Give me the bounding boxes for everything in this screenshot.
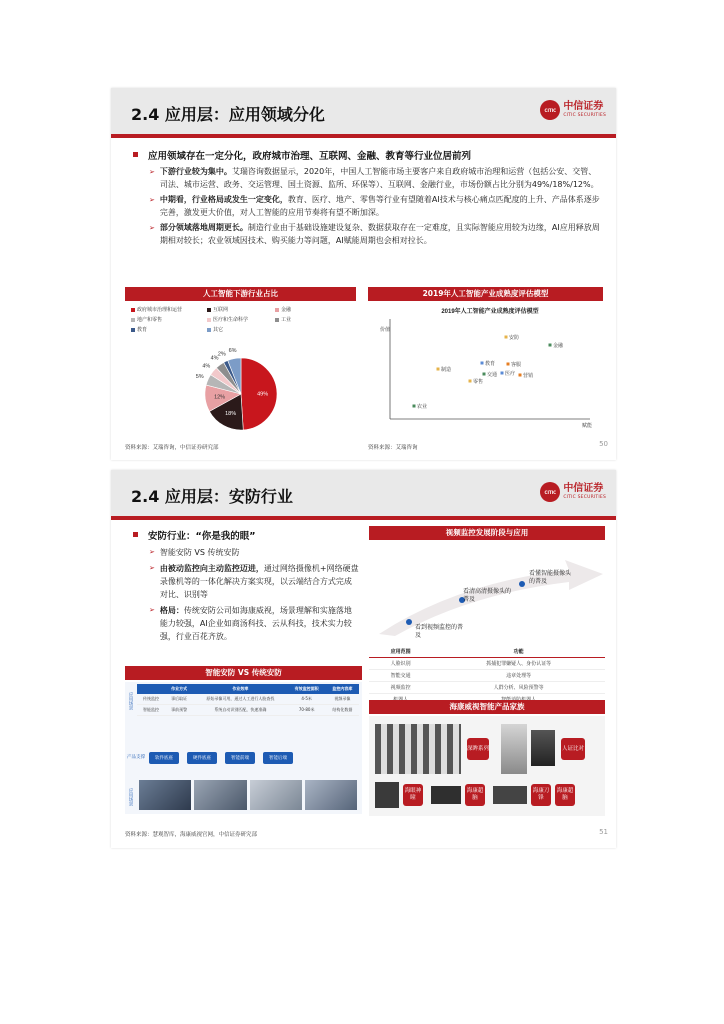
sub-point-text: 传统安防公司如海康威视，场景理解和实施落地能力较强，AI企业如商汤科技、云从科技，技术实力较强，行业百花齐放。 bbox=[159, 606, 352, 641]
cell: 结构化数据 bbox=[326, 705, 359, 716]
header-cell: 有效监控面积 bbox=[288, 684, 326, 694]
legend-label: 政府城市治理和运营 bbox=[137, 307, 183, 313]
sub-point-bold: 中期看，行业格局或发生一定变化， bbox=[159, 195, 288, 204]
page-number: 51 bbox=[599, 828, 608, 836]
cell: 70-80米 bbox=[288, 705, 326, 716]
scatter-point bbox=[507, 363, 510, 366]
citic-logo bbox=[540, 100, 606, 120]
kiosk-product-image bbox=[501, 724, 527, 774]
pie-data-label: 18% bbox=[225, 410, 237, 417]
pie-chart bbox=[181, 340, 301, 440]
nvr-product-image bbox=[431, 786, 461, 804]
header-cell: 作业效率 bbox=[193, 684, 287, 694]
main-bullet bbox=[133, 528, 363, 542]
legend-item bbox=[275, 316, 291, 323]
cell: 原始录像可用，通过人工进行人脸查找 bbox=[193, 694, 287, 705]
pie-panel-title: 人工智能下游行业占比 bbox=[125, 287, 356, 301]
legend-item bbox=[207, 326, 223, 333]
header-cell: 功能 bbox=[432, 646, 605, 658]
family-label: 人证比对 bbox=[561, 738, 585, 760]
sub-point-bold: 格局： bbox=[159, 606, 184, 615]
slide-header bbox=[111, 470, 616, 520]
scatter-point bbox=[505, 336, 508, 339]
scatter-point bbox=[483, 373, 486, 376]
application-table bbox=[369, 646, 605, 706]
product-chip: 硬件底座 bbox=[187, 752, 217, 764]
legend-label: 其它 bbox=[213, 327, 224, 333]
logo-name-cn: 中信证券 bbox=[563, 482, 604, 494]
source-note: 资料来源：艾瑞咨询，中信证券研究部 bbox=[125, 445, 219, 451]
server-product-image bbox=[375, 782, 399, 808]
stage-panel-title: 视频监控发展阶段与应用 bbox=[369, 526, 605, 540]
sub-point-bold: 下游行业较为集中。 bbox=[159, 167, 232, 176]
legend-label: 地产和零售 bbox=[137, 317, 163, 323]
cell: 视频录像 bbox=[326, 694, 359, 705]
main-bullet-text: 安防行业：“你是我的眼” bbox=[148, 531, 256, 542]
legend-label: 金融 bbox=[281, 307, 292, 313]
table-row bbox=[369, 658, 605, 670]
family-label: 海眼神瞳 bbox=[403, 784, 423, 806]
point-label: 交通 bbox=[487, 372, 498, 378]
family-label: 海康超脑 bbox=[465, 784, 485, 806]
y-axis-label: 价值 bbox=[380, 327, 391, 333]
main-bullet-text: 应用领域存在一定分化，政府城市治理、互联网、金融、教育等行业位居前列 bbox=[148, 151, 472, 162]
logo-name-cn: 中信证券 bbox=[563, 100, 604, 112]
cell: 抓捕犯罪嫌疑人、身份认证等 bbox=[432, 658, 605, 670]
compare-diagram bbox=[125, 682, 362, 814]
header-cell: 作业方式 bbox=[165, 684, 193, 694]
legend-label: 医疗和生命科学 bbox=[213, 317, 249, 323]
point-label: 零售 bbox=[473, 379, 484, 385]
stage-label: 看清高清摄像头的普及 bbox=[463, 588, 512, 603]
arrow-bullet-icon: ➢ bbox=[149, 606, 155, 614]
header-cell: 监控内容库 bbox=[326, 684, 359, 694]
scatter-point bbox=[413, 405, 416, 408]
sub-point bbox=[149, 604, 359, 643]
sub-point bbox=[149, 222, 604, 247]
x-axis-label: 赋能 bbox=[582, 423, 593, 429]
pie-data-label: 49% bbox=[257, 391, 269, 398]
product-row bbox=[149, 752, 293, 764]
sub-point-text: 通过网络摄像机+网络硬盘录像机等的一体化解决方案实现，以云端结合方式完成对比、识别等 bbox=[159, 564, 359, 599]
cell: 系统自动识别匹配，快速准确 bbox=[193, 705, 287, 716]
sub-point-list bbox=[149, 546, 359, 646]
legend-item bbox=[131, 316, 162, 323]
cell: 人群分析、风险预警等 bbox=[432, 682, 605, 694]
family-label: 海康刀锋 bbox=[531, 784, 551, 806]
point-label: 营销 bbox=[523, 373, 534, 379]
sub-point bbox=[149, 562, 359, 601]
cell: 违章处理等 bbox=[432, 670, 605, 682]
point-label: 金融 bbox=[553, 343, 564, 349]
scatter-point bbox=[437, 368, 440, 371]
terminal-product-image bbox=[531, 730, 555, 766]
scatter-point bbox=[519, 374, 522, 377]
main-bullet bbox=[133, 148, 603, 162]
header-cell: 应用范围 bbox=[369, 646, 432, 658]
stage-label: 看到视频监控的普及 bbox=[415, 624, 464, 639]
point-label: 制造 bbox=[441, 367, 452, 373]
scene-photo bbox=[305, 780, 357, 810]
legend-item bbox=[131, 326, 147, 333]
scene-photo bbox=[139, 780, 191, 810]
arrow-bullet-icon: ➢ bbox=[149, 168, 155, 176]
pie-data-label: 6% bbox=[228, 347, 237, 354]
stage-dot bbox=[406, 619, 412, 625]
stage-label: 看懂智能摄像头的普及 bbox=[529, 570, 572, 585]
legend-label: 互联网 bbox=[213, 307, 229, 313]
pie-data-label: 4% bbox=[210, 355, 219, 362]
source-note: 资料来源：慧观智库，海康威视官网，中信证券研究部 bbox=[125, 832, 258, 838]
table-row bbox=[137, 705, 359, 716]
pie-data-label: 12% bbox=[214, 394, 226, 401]
legend-item bbox=[131, 306, 182, 313]
product-family-grid bbox=[369, 716, 605, 816]
sub-point-text: 艾瑞咨询数据显示，2020年，中国人工智能市场主要客户来自政府城市治理和运营（包括公安、交管、司法、城市运营、政务、交运管理、国土资源、监所、环保等）、互联网、金融行业，市场份额占比分别为49%/18%/12%。 bbox=[159, 167, 599, 189]
point-label: 客服 bbox=[511, 362, 522, 368]
scatter-point bbox=[469, 380, 472, 383]
scene-photo-strip bbox=[139, 780, 357, 810]
scatter-chart bbox=[368, 305, 603, 435]
arrow-bullet-icon: ➢ bbox=[149, 224, 155, 232]
sub-point-text: 制造行业由于基础设施建设复杂、数据获取存在一定难度，且实际智能应用较为边缘，AI应用释放周期相对较长；农业领域因技术、购买能力等问题，AI赋能周期也会相对拉长。 bbox=[159, 223, 600, 245]
compare-panel-title: 智能安防 VS 传统安防 bbox=[125, 666, 362, 680]
side-label: 应用场景 bbox=[128, 692, 133, 710]
citic-logo bbox=[540, 482, 606, 502]
sub-point-bold: 部分领域落地周期更长。 bbox=[159, 223, 248, 232]
legend-item bbox=[207, 306, 228, 313]
sub-point-bold: 由被动监控向主动监控迈进， bbox=[159, 564, 264, 573]
table-row bbox=[137, 694, 359, 705]
product-chip: 智能后端 bbox=[263, 752, 293, 764]
citic-logo-icon: CITIC bbox=[540, 482, 560, 502]
scatter-panel-title: 2019年人工智能产业成熟度评估模型 bbox=[368, 287, 603, 301]
point-label: 医疗 bbox=[505, 371, 516, 377]
table-row bbox=[369, 682, 605, 694]
stage-dot bbox=[519, 581, 525, 587]
pie-data-label: 5% bbox=[195, 374, 204, 381]
logo-name-en: CITIC SECURITIES bbox=[563, 494, 606, 500]
scatter-point bbox=[549, 344, 552, 347]
citic-logo-icon: CITIC bbox=[540, 100, 560, 120]
legend-item bbox=[207, 316, 248, 323]
slide-header bbox=[111, 88, 616, 138]
legend-label: 教育 bbox=[137, 327, 148, 333]
scene-photo bbox=[250, 780, 302, 810]
product-chip: 软件底座 bbox=[149, 752, 179, 764]
blade-product-image bbox=[493, 786, 527, 804]
point-label: 农业 bbox=[417, 404, 428, 410]
scene-photo bbox=[194, 780, 246, 810]
slide-security-industry bbox=[111, 470, 616, 848]
compare-table bbox=[137, 684, 359, 716]
sub-point-text: 智能安防 VS 传统安防 bbox=[159, 548, 240, 557]
cell: 人脸识别 bbox=[369, 658, 432, 670]
arrow-bullet-icon: ➢ bbox=[149, 564, 155, 572]
slide-application-fields bbox=[111, 88, 616, 460]
logo-name-en: CITIC SECURITIES bbox=[563, 112, 606, 118]
slide-title: 2.4 应用层：安防行业 bbox=[131, 487, 293, 506]
table-row bbox=[369, 670, 605, 682]
sub-point bbox=[149, 194, 604, 219]
bullet-square-icon bbox=[133, 152, 138, 157]
slide-title: 2.4 应用层：应用领域分化 bbox=[131, 105, 325, 124]
cell: 4-5米 bbox=[288, 694, 326, 705]
sub-point-text: 教育、医疗、地产、零售等行业有望随着AI技术与核心痛点匹配度的上升、产品体系逐步完善，激发更大价值，对人工智能的应用节奏将有望不断加深。 bbox=[159, 195, 600, 217]
sub-point-list bbox=[149, 166, 604, 250]
cell: 智能监控 bbox=[137, 705, 165, 716]
camera-product-image bbox=[375, 724, 461, 774]
scatter-point bbox=[501, 372, 504, 375]
source-note: 资料来源：艾瑞咨询 bbox=[368, 445, 418, 451]
page-number: 50 bbox=[599, 440, 608, 448]
point-label: 教育 bbox=[485, 361, 496, 367]
family-label: 海康超脑 bbox=[555, 784, 575, 806]
family-label: 深眸系列 bbox=[467, 738, 489, 760]
bullet-square-icon bbox=[133, 532, 138, 537]
pie-data-label: 4% bbox=[202, 363, 211, 370]
family-panel-title: 海康威视智能产品家族 bbox=[369, 700, 605, 714]
arrow-bullet-icon: ➢ bbox=[149, 548, 155, 556]
legend-label: 工业 bbox=[281, 317, 292, 323]
side-label: 产品支撑 bbox=[127, 755, 145, 760]
arrow-bullet-icon: ➢ bbox=[149, 196, 155, 204]
product-chip: 智能前端 bbox=[225, 752, 255, 764]
cell: 传统监控 bbox=[137, 694, 165, 705]
sub-point bbox=[149, 546, 359, 559]
legend-item bbox=[275, 306, 291, 313]
cell: 事后取证 bbox=[165, 694, 193, 705]
cell: 视频监控 bbox=[369, 682, 432, 694]
sub-point bbox=[149, 166, 604, 191]
side-label: 应用场景 bbox=[128, 788, 133, 806]
scatter-point bbox=[481, 362, 484, 365]
cell: 智能交通 bbox=[369, 670, 432, 682]
point-label: 安防 bbox=[509, 335, 520, 341]
pie-data-label: 2% bbox=[217, 351, 226, 358]
chart-title: 2019年人工智能产业成熟度评估模型 bbox=[441, 309, 539, 315]
cell: 事前预警 bbox=[165, 705, 193, 716]
